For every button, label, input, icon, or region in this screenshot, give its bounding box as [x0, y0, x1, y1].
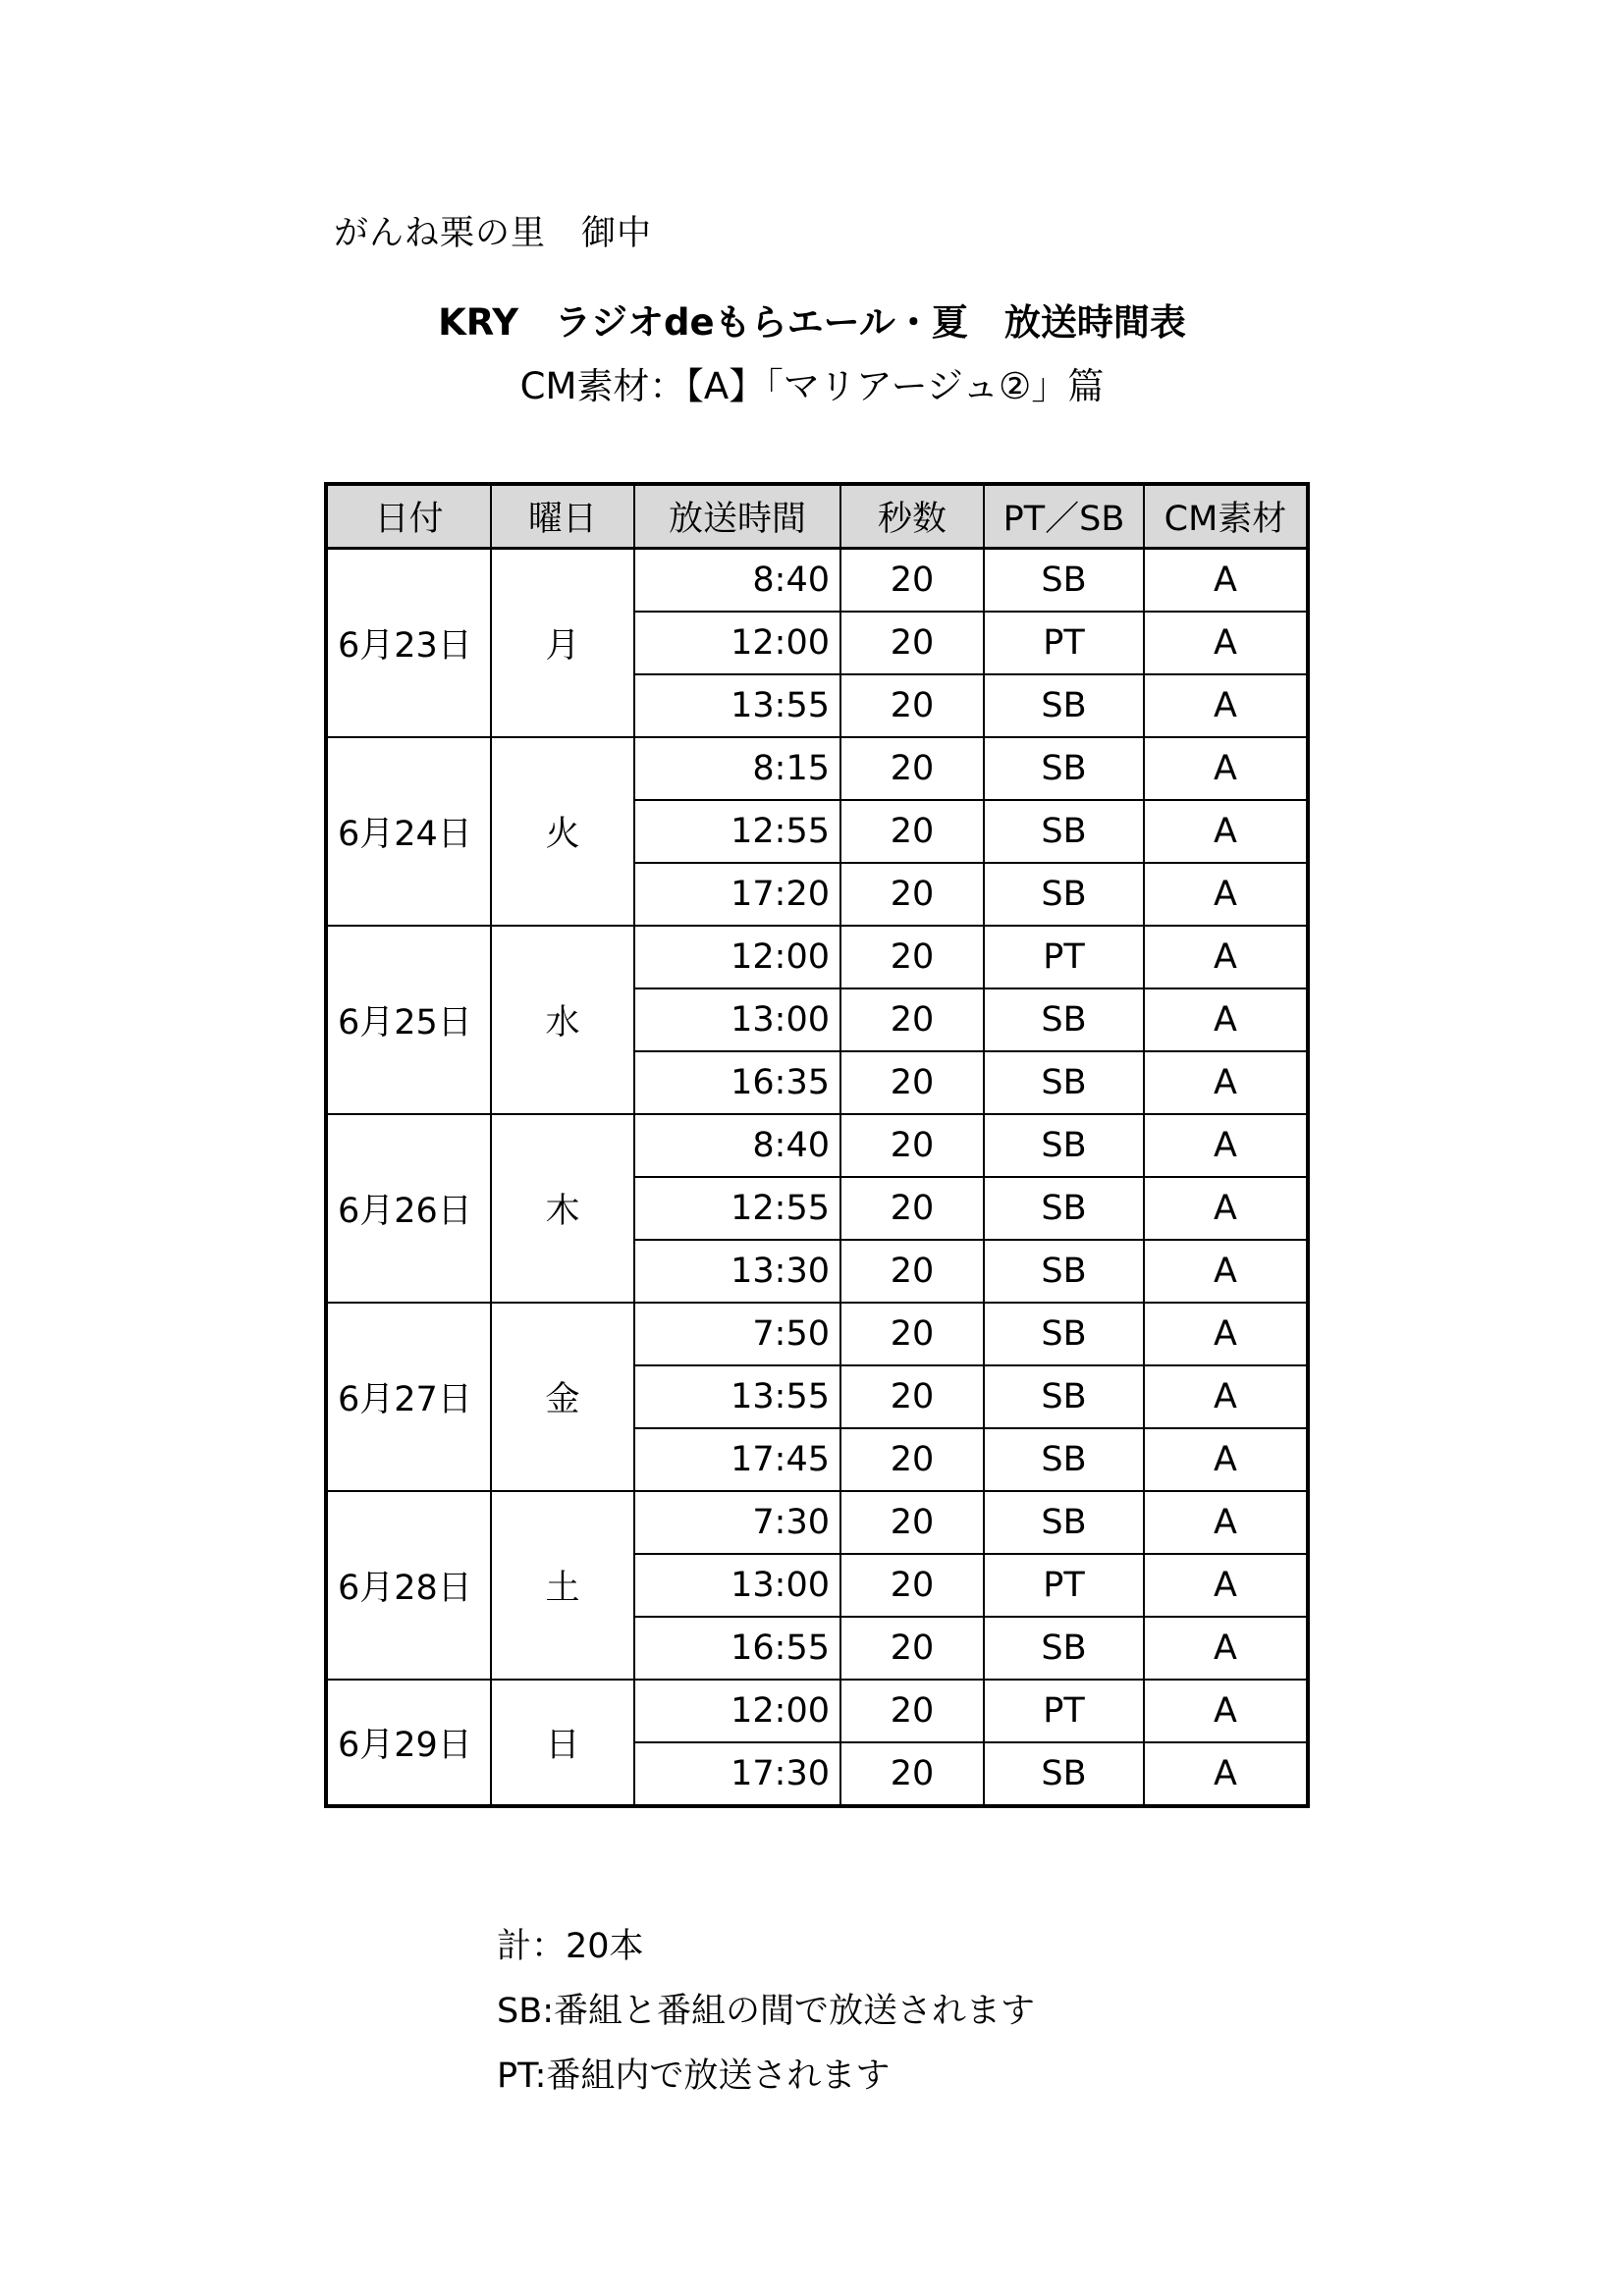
time-cell: 13:00 — [634, 1554, 840, 1617]
weekday-cell: 日 — [491, 1680, 634, 1806]
time-cell: 16:35 — [634, 1051, 840, 1114]
seconds-cell: 20 — [840, 800, 984, 863]
time-cell: 12:55 — [634, 800, 840, 863]
time-cell: 8:15 — [634, 737, 840, 800]
material-cell: A — [1144, 1554, 1308, 1617]
type-cell: PT — [984, 1680, 1144, 1742]
type-cell: SB — [984, 1428, 1144, 1491]
table-row — [326, 1114, 1308, 1177]
type-cell: SB — [984, 674, 1144, 737]
seconds-cell: 20 — [840, 612, 984, 674]
type-cell: PT — [984, 612, 1144, 674]
date-cell: 6月28日 — [326, 1491, 491, 1680]
seconds-cell: 20 — [840, 1742, 984, 1806]
type-cell: SB — [984, 1742, 1144, 1806]
date-cell: 6月25日 — [326, 926, 491, 1114]
addressee: がんね栗の里 御中 — [334, 214, 653, 253]
time-cell: 13:00 — [634, 988, 840, 1051]
material-cell: A — [1144, 1428, 1308, 1491]
type-cell: SB — [984, 863, 1144, 926]
type-cell: SB — [984, 988, 1144, 1051]
time-cell: 17:30 — [634, 1742, 840, 1806]
time-cell: 12:00 — [634, 612, 840, 674]
header-time: 放送時間 — [634, 484, 840, 549]
material-cell: A — [1144, 612, 1308, 674]
material-cell: A — [1144, 1742, 1308, 1806]
seconds-cell: 20 — [840, 1365, 984, 1428]
time-cell: 17:20 — [634, 863, 840, 926]
seconds-cell: 20 — [840, 988, 984, 1051]
type-cell: SB — [984, 737, 1144, 800]
seconds-cell: 20 — [840, 1177, 984, 1240]
type-cell: SB — [984, 1240, 1144, 1303]
material-cell: A — [1144, 1617, 1308, 1680]
time-cell: 12:00 — [634, 926, 840, 988]
time-cell: 13:30 — [634, 1240, 840, 1303]
seconds-cell: 20 — [840, 1617, 984, 1680]
table-row — [326, 549, 1308, 613]
weekday-cell: 金 — [491, 1303, 634, 1491]
table-row — [326, 737, 1308, 800]
pt-note: PT:番組内で放送されます — [497, 2056, 891, 2096]
date-cell: 6月24日 — [326, 737, 491, 926]
date-cell: 6月27日 — [326, 1303, 491, 1491]
material-cell: A — [1144, 1365, 1308, 1428]
time-cell: 16:55 — [634, 1617, 840, 1680]
time-cell: 8:40 — [634, 1114, 840, 1177]
sb-note: SB:番組と番組の間で放送されます — [497, 1992, 1036, 2031]
time-cell: 13:55 — [634, 674, 840, 737]
material-cell: A — [1144, 863, 1308, 926]
table-header — [326, 484, 1308, 549]
material-cell: A — [1144, 549, 1308, 613]
type-cell: PT — [984, 926, 1144, 988]
seconds-cell: 20 — [840, 926, 984, 988]
date-cell: 6月26日 — [326, 1114, 491, 1303]
broadcast-schedule-table — [324, 482, 1310, 1808]
table-row — [326, 1303, 1308, 1365]
table-body — [326, 549, 1308, 1807]
time-cell: 8:40 — [634, 549, 840, 613]
material-cell: A — [1144, 1491, 1308, 1554]
type-cell: SB — [984, 800, 1144, 863]
type-cell: SB — [984, 1491, 1144, 1554]
header-date: 日付 — [326, 484, 491, 549]
type-cell: SB — [984, 1177, 1144, 1240]
material-cell: A — [1144, 1051, 1308, 1114]
document-subtitle: CM素材：【A】「マリアージュ②」篇 — [519, 365, 1105, 407]
seconds-cell: 20 — [840, 863, 984, 926]
seconds-cell: 20 — [840, 1240, 984, 1303]
time-cell: 7:50 — [634, 1303, 840, 1365]
seconds-cell: 20 — [840, 674, 984, 737]
material-cell: A — [1144, 800, 1308, 863]
time-cell: 7:30 — [634, 1491, 840, 1554]
seconds-cell: 20 — [840, 737, 984, 800]
weekday-cell: 水 — [491, 926, 634, 1114]
material-cell: A — [1144, 1240, 1308, 1303]
header-type: PT／SB — [984, 484, 1144, 549]
notes — [497, 1914, 1035, 2109]
material-cell: A — [1144, 737, 1308, 800]
material-cell: A — [1144, 1177, 1308, 1240]
weekday-cell: 月 — [491, 549, 634, 738]
time-cell: 17:45 — [634, 1428, 840, 1491]
header-material: CM素材 — [1144, 484, 1308, 549]
type-cell: SB — [984, 1114, 1144, 1177]
seconds-cell: 20 — [840, 1051, 984, 1114]
type-cell: SB — [984, 1051, 1144, 1114]
weekday-cell: 土 — [491, 1491, 634, 1680]
material-cell: A — [1144, 988, 1308, 1051]
header-row — [326, 484, 1308, 549]
material-cell: A — [1144, 926, 1308, 988]
time-cell: 13:55 — [634, 1365, 840, 1428]
header-seconds: 秒数 — [840, 484, 984, 549]
seconds-cell: 20 — [840, 1303, 984, 1365]
seconds-cell: 20 — [840, 1491, 984, 1554]
table-row — [326, 926, 1308, 988]
seconds-cell: 20 — [840, 1680, 984, 1742]
table-row — [326, 1491, 1308, 1554]
seconds-cell: 20 — [840, 1428, 984, 1491]
seconds-cell: 20 — [840, 1554, 984, 1617]
weekday-cell: 木 — [491, 1114, 634, 1303]
header-weekday: 曜日 — [491, 484, 634, 549]
seconds-cell: 20 — [840, 549, 984, 613]
time-cell: 12:55 — [634, 1177, 840, 1240]
material-cell: A — [1144, 1303, 1308, 1365]
type-cell: SB — [984, 1303, 1144, 1365]
material-cell: A — [1144, 1680, 1308, 1742]
date-cell: 6月29日 — [326, 1680, 491, 1806]
material-cell: A — [1144, 674, 1308, 737]
type-cell: SB — [984, 1365, 1144, 1428]
table-row — [326, 1680, 1308, 1742]
date-cell: 6月23日 — [326, 549, 491, 738]
type-cell: PT — [984, 1554, 1144, 1617]
total-count: 計：20本 — [497, 1927, 644, 1966]
weekday-cell: 火 — [491, 737, 634, 926]
type-cell: SB — [984, 549, 1144, 613]
time-cell: 12:00 — [634, 1680, 840, 1742]
type-cell: SB — [984, 1617, 1144, 1680]
material-cell: A — [1144, 1114, 1308, 1177]
document-title: KRY ラジオdeもらエール・夏 放送時間表 — [438, 301, 1186, 344]
seconds-cell: 20 — [840, 1114, 984, 1177]
